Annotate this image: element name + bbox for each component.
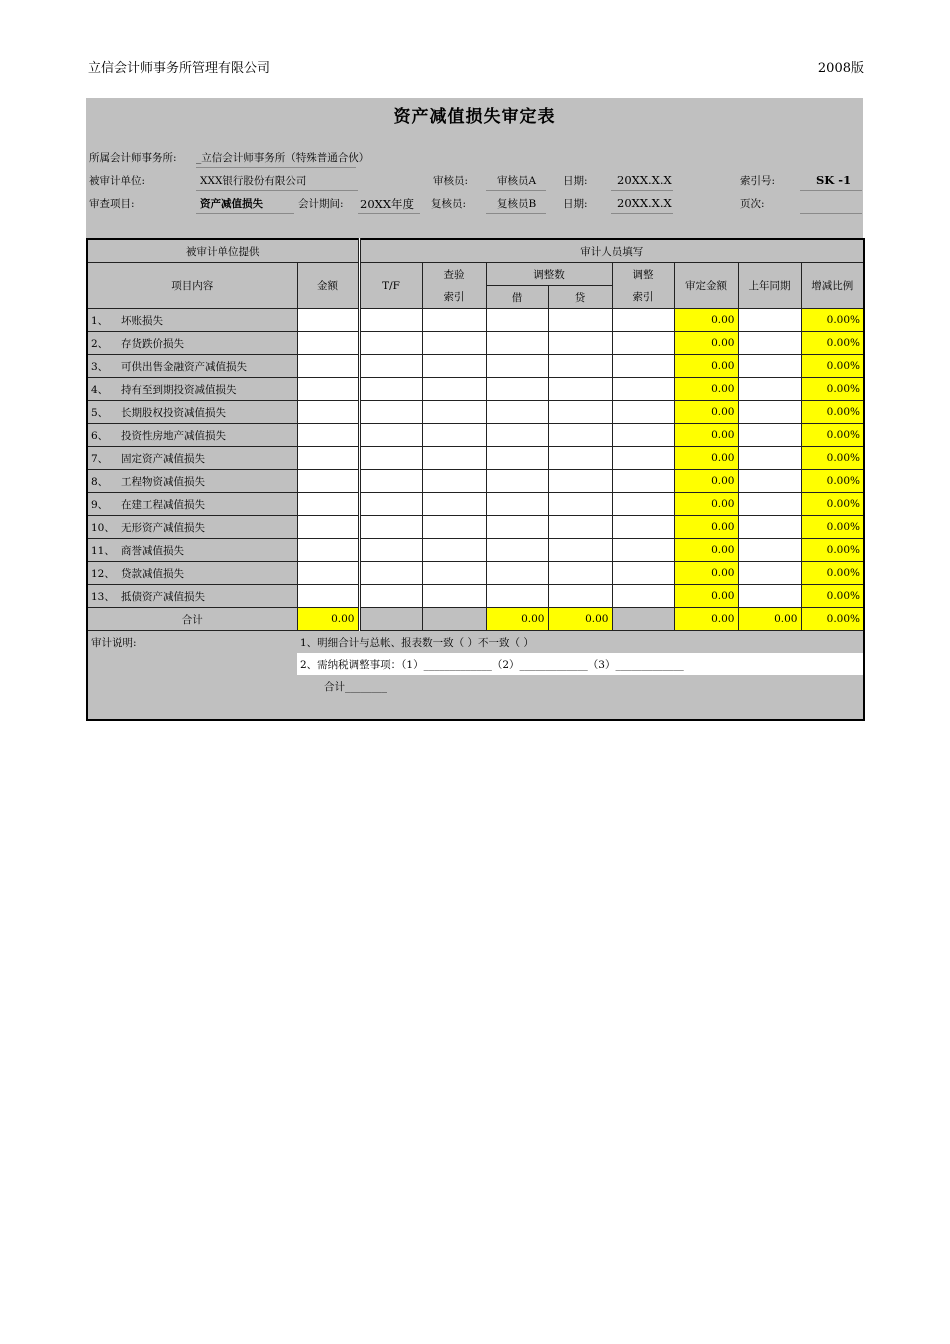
row-debit[interactable] bbox=[486, 378, 548, 401]
group-client: 被审计单位提供 bbox=[87, 239, 359, 263]
row-credit[interactable] bbox=[548, 332, 612, 355]
col-tf: T/F bbox=[359, 263, 422, 309]
row-change[interactable]: 0.00% bbox=[801, 332, 864, 355]
row-item bbox=[87, 585, 297, 608]
row-tf[interactable] bbox=[359, 585, 422, 608]
row-tf[interactable] bbox=[359, 378, 422, 401]
row-adj-index[interactable] bbox=[612, 401, 674, 424]
row-change[interactable]: 0.00% bbox=[801, 539, 864, 562]
reviewer-underline bbox=[486, 189, 546, 191]
row-change[interactable]: 0.00% bbox=[801, 401, 864, 424]
row-number: 5、 bbox=[91, 406, 109, 419]
row-number: 13、 bbox=[91, 590, 115, 603]
total-row bbox=[87, 608, 864, 631]
row-credit[interactable] bbox=[548, 585, 612, 608]
row-credit[interactable] bbox=[548, 516, 612, 539]
notes-row-2 bbox=[87, 653, 864, 675]
row-adj-index[interactable] bbox=[612, 378, 674, 401]
period-value: 20XX年度 bbox=[360, 197, 415, 211]
row-prior[interactable] bbox=[738, 585, 801, 608]
total-check-index bbox=[422, 608, 486, 631]
row-audited[interactable]: 0.00 bbox=[674, 309, 738, 332]
date-underline-1 bbox=[611, 189, 673, 191]
row-change[interactable]: 0.00% bbox=[801, 493, 864, 516]
row-debit[interactable] bbox=[486, 562, 548, 585]
row-item bbox=[87, 355, 297, 378]
row-item bbox=[87, 378, 297, 401]
row-tf[interactable] bbox=[359, 332, 422, 355]
row-amount[interactable] bbox=[297, 470, 359, 493]
rechecker-value: 复核员B bbox=[497, 198, 537, 210]
row-name: 长期股权投资减值损失 bbox=[121, 406, 226, 419]
row-credit[interactable] bbox=[548, 355, 612, 378]
row-debit[interactable] bbox=[486, 355, 548, 378]
col-adjust: 调整数 bbox=[486, 263, 612, 286]
col-adjidx-bottom: 索引 bbox=[612, 286, 674, 309]
notes-line-3: 合计________ bbox=[87, 675, 864, 697]
row-amount[interactable] bbox=[297, 378, 359, 401]
date-underline-2 bbox=[611, 212, 673, 214]
notes-row-4 bbox=[87, 697, 864, 720]
firm-underline bbox=[196, 166, 356, 168]
period-underline bbox=[358, 212, 420, 214]
col-item: 项目内容 bbox=[87, 263, 297, 309]
total-debit[interactable]: 0.00 bbox=[486, 608, 548, 631]
notes-line-2[interactable]: 2、需纳税调整事项：（1）_____________（2）_____________（3）_____________ bbox=[297, 653, 864, 675]
table-row bbox=[87, 539, 864, 562]
row-credit[interactable] bbox=[548, 539, 612, 562]
col-check-bottom: 索引 bbox=[422, 286, 486, 309]
row-number: 9、 bbox=[91, 498, 109, 511]
row-prior[interactable] bbox=[738, 539, 801, 562]
row-name: 坏账损失 bbox=[121, 314, 163, 327]
row-debit[interactable] bbox=[486, 424, 548, 447]
reviewer-value: 审核员A bbox=[497, 175, 537, 187]
row-number: 11、 bbox=[91, 544, 115, 557]
date-label-1: 日期: bbox=[563, 175, 588, 187]
table-row bbox=[87, 378, 864, 401]
row-name: 工程物资减值损失 bbox=[121, 475, 205, 488]
col-check-top: 查验 bbox=[422, 263, 486, 286]
row-adj-index[interactable] bbox=[612, 309, 674, 332]
row-prior[interactable] bbox=[738, 447, 801, 470]
row-debit[interactable] bbox=[486, 401, 548, 424]
table-body bbox=[87, 309, 864, 608]
col-debit: 借 bbox=[486, 286, 548, 309]
row-item bbox=[87, 447, 297, 470]
row-change[interactable]: 0.00% bbox=[801, 424, 864, 447]
row-debit[interactable] bbox=[486, 309, 548, 332]
notes-blank bbox=[87, 697, 864, 720]
row-check-index[interactable] bbox=[422, 562, 486, 585]
row-credit[interactable] bbox=[548, 447, 612, 470]
row-tf[interactable] bbox=[359, 447, 422, 470]
notes-label: 审计说明: bbox=[87, 631, 297, 654]
row-prior[interactable] bbox=[738, 378, 801, 401]
item-label: 审查项目: bbox=[89, 198, 135, 210]
row-prior[interactable] bbox=[738, 424, 801, 447]
notes-line-1-text: 1、明细合计与总帐、报表数一致（ ）不一致（ ） bbox=[300, 636, 534, 649]
row-number: 6、 bbox=[91, 429, 109, 442]
row-amount[interactable] bbox=[297, 309, 359, 332]
total-credit[interactable]: 0.00 bbox=[548, 608, 612, 631]
row-tf[interactable] bbox=[359, 309, 422, 332]
table-row bbox=[87, 585, 864, 608]
table-row bbox=[87, 516, 864, 539]
row-check-index[interactable] bbox=[422, 378, 486, 401]
row-check-index[interactable] bbox=[422, 539, 486, 562]
notes-row-1 bbox=[87, 631, 864, 654]
row-check-index[interactable] bbox=[422, 424, 486, 447]
row-check-index[interactable] bbox=[422, 332, 486, 355]
group-auditor: 审计人员填写 bbox=[359, 239, 864, 263]
total-tf bbox=[359, 608, 422, 631]
table-row bbox=[87, 562, 864, 585]
row-check-index[interactable] bbox=[422, 401, 486, 424]
table-row bbox=[87, 447, 864, 470]
table-row bbox=[87, 355, 864, 378]
index-underline bbox=[800, 189, 862, 191]
row-adj-index[interactable] bbox=[612, 332, 674, 355]
client-underline bbox=[196, 189, 358, 191]
row-amount[interactable] bbox=[297, 516, 359, 539]
row-prior[interactable] bbox=[738, 516, 801, 539]
row-adj-index[interactable] bbox=[612, 493, 674, 516]
page-underline bbox=[800, 212, 862, 214]
row-check-index[interactable] bbox=[422, 309, 486, 332]
row-adj-index[interactable] bbox=[612, 562, 674, 585]
row-name: 无形资产减值损失 bbox=[121, 521, 205, 534]
row-check-index[interactable] bbox=[422, 447, 486, 470]
row-amount[interactable] bbox=[297, 447, 359, 470]
row-audited[interactable]: 0.00 bbox=[674, 516, 738, 539]
row-credit[interactable] bbox=[548, 309, 612, 332]
col-credit: 贷 bbox=[548, 286, 612, 309]
notes-row-3 bbox=[87, 675, 864, 697]
row-audited[interactable]: 0.00 bbox=[674, 447, 738, 470]
row-amount[interactable] bbox=[297, 355, 359, 378]
row-name: 固定资产减值损失 bbox=[121, 452, 205, 465]
version-label: 2008版 bbox=[817, 61, 864, 76]
row-credit[interactable] bbox=[548, 401, 612, 424]
index-label: 索引号: bbox=[740, 175, 776, 187]
row-prior[interactable] bbox=[738, 493, 801, 516]
date-value-2: 20XX.X.X bbox=[617, 196, 672, 210]
row-prior[interactable] bbox=[738, 562, 801, 585]
row-audited[interactable]: 0.00 bbox=[674, 424, 738, 447]
row-change[interactable]: 0.00% bbox=[801, 378, 864, 401]
row-amount[interactable] bbox=[297, 585, 359, 608]
row-adj-index[interactable] bbox=[612, 424, 674, 447]
row-change[interactable]: 0.00% bbox=[801, 516, 864, 539]
row-adj-index[interactable] bbox=[612, 539, 674, 562]
total-prior[interactable]: 0.00 bbox=[738, 608, 801, 631]
rechecker-label: 复核员: bbox=[431, 198, 467, 210]
row-check-index[interactable] bbox=[422, 516, 486, 539]
firm-value: _立信会计师事务所（特殊普通合伙） bbox=[196, 152, 370, 164]
row-debit[interactable] bbox=[486, 470, 548, 493]
row-debit[interactable] bbox=[486, 585, 548, 608]
row-name: 在建工程减值损失 bbox=[121, 498, 205, 511]
row-amount[interactable] bbox=[297, 562, 359, 585]
row-name: 可供出售金融资产减值损失 bbox=[121, 360, 247, 373]
sheet-header bbox=[86, 98, 863, 238]
total-amount[interactable]: 0.00 bbox=[297, 608, 359, 631]
row-debit[interactable] bbox=[486, 516, 548, 539]
row-item bbox=[87, 401, 297, 424]
page-label: 页次: bbox=[740, 198, 765, 210]
row-tf[interactable] bbox=[359, 401, 422, 424]
row-debit[interactable] bbox=[486, 539, 548, 562]
row-audited[interactable]: 0.00 bbox=[674, 562, 738, 585]
row-name: 持有至到期投资减值损失 bbox=[121, 383, 237, 396]
row-change[interactable]: 0.00% bbox=[801, 470, 864, 493]
row-audited[interactable]: 0.00 bbox=[674, 332, 738, 355]
row-credit[interactable] bbox=[548, 378, 612, 401]
row-audited[interactable]: 0.00 bbox=[674, 401, 738, 424]
col-change: 增减比例 bbox=[801, 263, 864, 309]
row-debit[interactable] bbox=[486, 447, 548, 470]
firm-label: 所属会计师事务所: bbox=[89, 152, 177, 164]
row-audited[interactable]: 0.00 bbox=[674, 493, 738, 516]
row-number: 4、 bbox=[91, 383, 109, 396]
company-name: 立信会计师事务所管理有限公司 bbox=[88, 61, 271, 76]
row-change[interactable]: 0.00% bbox=[801, 355, 864, 378]
row-change[interactable]: 0.00% bbox=[801, 562, 864, 585]
row-item bbox=[87, 562, 297, 585]
row-credit[interactable] bbox=[548, 470, 612, 493]
row-amount[interactable] bbox=[297, 424, 359, 447]
total-audited[interactable]: 0.00 bbox=[674, 608, 738, 631]
row-credit[interactable] bbox=[548, 562, 612, 585]
row-prior[interactable] bbox=[738, 355, 801, 378]
row-number: 3、 bbox=[91, 360, 109, 373]
row-prior[interactable] bbox=[738, 332, 801, 355]
row-tf[interactable] bbox=[359, 424, 422, 447]
row-prior[interactable] bbox=[738, 401, 801, 424]
col-prior: 上年同期 bbox=[738, 263, 801, 309]
row-number: 10、 bbox=[91, 521, 115, 534]
row-number: 12、 bbox=[91, 567, 115, 580]
row-prior[interactable] bbox=[738, 309, 801, 332]
row-check-index[interactable] bbox=[422, 470, 486, 493]
row-name: 存货跌价损失 bbox=[121, 337, 184, 350]
row-item bbox=[87, 332, 297, 355]
row-name: 投资性房地产减值损失 bbox=[121, 429, 226, 442]
total-label: 合计 bbox=[87, 608, 297, 631]
row-adj-index[interactable] bbox=[612, 447, 674, 470]
table-row bbox=[87, 470, 864, 493]
row-tf[interactable] bbox=[359, 493, 422, 516]
client-label: 被审计单位: bbox=[89, 175, 146, 187]
total-adj-index bbox=[612, 608, 674, 631]
row-credit[interactable] bbox=[548, 424, 612, 447]
row-number: 8、 bbox=[91, 475, 109, 488]
row-change[interactable]: 0.00% bbox=[801, 309, 864, 332]
row-amount[interactable] bbox=[297, 493, 359, 516]
row-tf[interactable] bbox=[359, 355, 422, 378]
row-check-index[interactable] bbox=[422, 355, 486, 378]
date-label-2: 日期: bbox=[563, 198, 588, 210]
row-credit[interactable] bbox=[548, 493, 612, 516]
row-audited[interactable]: 0.00 bbox=[674, 585, 738, 608]
notes-line-1 bbox=[297, 631, 864, 654]
row-check-index[interactable] bbox=[422, 493, 486, 516]
row-tf[interactable] bbox=[359, 562, 422, 585]
row-adj-index[interactable] bbox=[612, 516, 674, 539]
row-adj-index[interactable] bbox=[612, 470, 674, 493]
table-row bbox=[87, 493, 864, 516]
row-tf[interactable] bbox=[359, 516, 422, 539]
row-number: 2、 bbox=[91, 337, 109, 350]
row-adj-index[interactable] bbox=[612, 355, 674, 378]
row-item bbox=[87, 516, 297, 539]
row-check-index[interactable] bbox=[422, 585, 486, 608]
row-debit[interactable] bbox=[486, 332, 548, 355]
row-item bbox=[87, 470, 297, 493]
row-name: 贷款减值损失 bbox=[121, 567, 184, 580]
table-row bbox=[87, 309, 864, 332]
row-audited[interactable]: 0.00 bbox=[674, 539, 738, 562]
column-header-row-1 bbox=[87, 263, 864, 286]
row-item bbox=[87, 493, 297, 516]
row-name: 商誉减值损失 bbox=[121, 544, 184, 557]
row-audited[interactable]: 0.00 bbox=[674, 470, 738, 493]
col-adjidx-top: 调整 bbox=[612, 263, 674, 286]
col-amount: 金额 bbox=[297, 263, 359, 309]
row-item bbox=[87, 309, 297, 332]
row-change[interactable]: 0.00% bbox=[801, 447, 864, 470]
period-label: 会计期间: bbox=[298, 198, 344, 210]
row-item bbox=[87, 539, 297, 562]
row-tf[interactable] bbox=[359, 470, 422, 493]
client-value: XXX银行股份有限公司 bbox=[200, 175, 307, 187]
col-audited: 审定金额 bbox=[674, 263, 738, 309]
row-amount[interactable] bbox=[297, 539, 359, 562]
row-prior[interactable] bbox=[738, 470, 801, 493]
notes-spacer bbox=[87, 653, 297, 675]
audit-sheet bbox=[86, 98, 863, 721]
date-value-1: 20XX.X.X bbox=[617, 173, 672, 187]
row-audited[interactable]: 0.00 bbox=[674, 378, 738, 401]
row-adj-index[interactable] bbox=[612, 585, 674, 608]
group-header-row bbox=[87, 239, 864, 263]
item-underline bbox=[196, 212, 294, 214]
row-change[interactable]: 0.00% bbox=[801, 585, 864, 608]
row-number: 7、 bbox=[91, 452, 109, 465]
table-row bbox=[87, 424, 864, 447]
item-value: 资产减值损失 bbox=[200, 198, 263, 210]
audit-table bbox=[86, 238, 865, 721]
row-name: 抵债资产减值损失 bbox=[121, 590, 205, 603]
row-item bbox=[87, 424, 297, 447]
index-value: SK -1 bbox=[816, 173, 852, 187]
row-number: 1、 bbox=[91, 314, 109, 327]
row-audited[interactable]: 0.00 bbox=[674, 355, 738, 378]
rechecker-underline bbox=[486, 212, 546, 214]
row-amount[interactable] bbox=[297, 332, 359, 355]
row-tf[interactable] bbox=[359, 539, 422, 562]
reviewer-label: 审核员: bbox=[433, 175, 469, 187]
table-row bbox=[87, 332, 864, 355]
row-debit[interactable] bbox=[486, 493, 548, 516]
total-change[interactable]: 0.00% bbox=[801, 608, 864, 631]
table-row bbox=[87, 401, 864, 424]
sheet-title: 资产减值损失审定表 bbox=[393, 107, 556, 127]
row-amount[interactable] bbox=[297, 401, 359, 424]
